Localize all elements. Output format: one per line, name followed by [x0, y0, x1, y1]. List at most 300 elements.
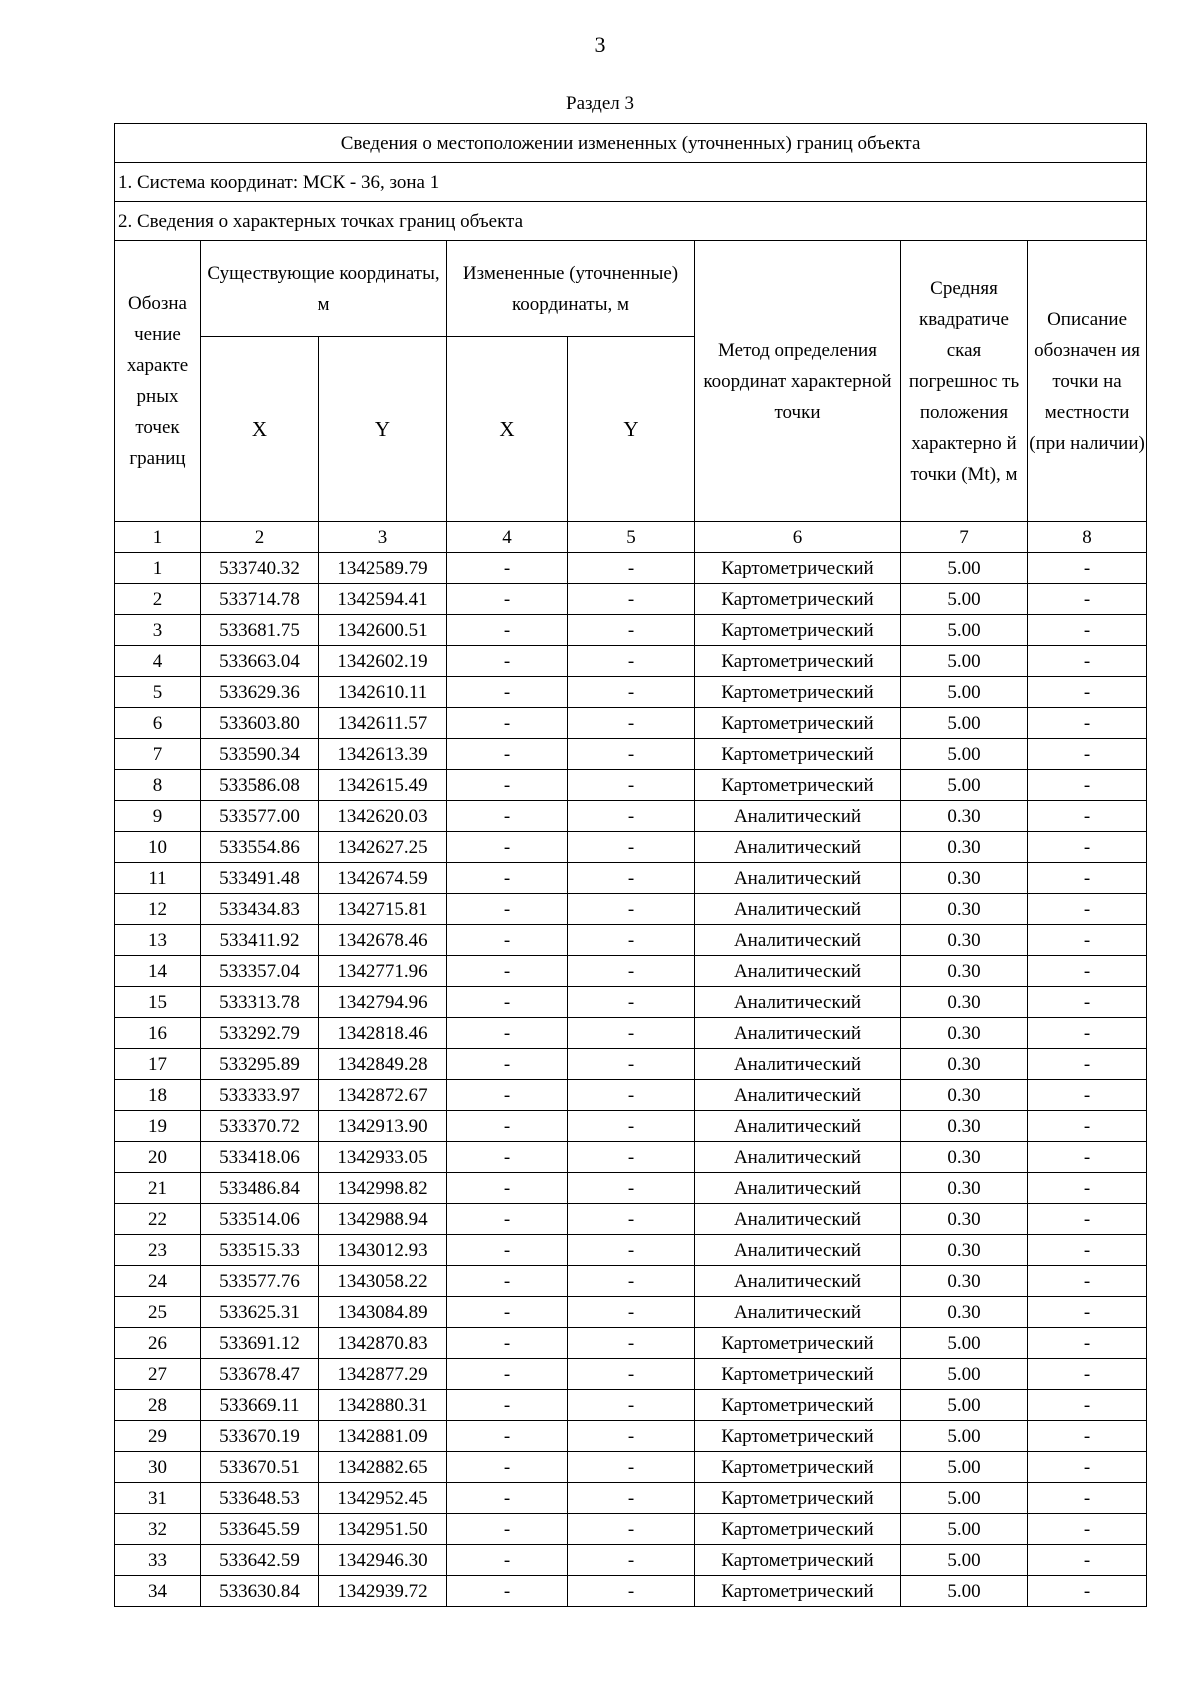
changed-x-cell: -: [447, 739, 568, 770]
changed-x-cell: -: [447, 646, 568, 677]
existing-y-cell: 1342951.50: [319, 1514, 447, 1545]
changed-y-cell: -: [568, 1328, 695, 1359]
point-description-cell: -: [1028, 894, 1147, 925]
point-id-cell: 3: [115, 615, 201, 646]
existing-x-cell: 533648.53: [201, 1483, 319, 1514]
method-cell: Картометрический: [695, 708, 901, 739]
header-existing-y: Y: [319, 337, 447, 522]
point-description-cell: -: [1028, 1452, 1147, 1483]
mean-error-cell: 0.30: [901, 1297, 1028, 1328]
changed-x-cell: -: [447, 553, 568, 584]
mean-error-cell: 0.30: [901, 956, 1028, 987]
point-id-cell: 17: [115, 1049, 201, 1080]
column-number: 7: [901, 522, 1028, 553]
mean-error-cell: 5.00: [901, 1390, 1028, 1421]
changed-y-cell: -: [568, 1545, 695, 1576]
table-row: [115, 1545, 1147, 1576]
changed-y-cell: -: [568, 1483, 695, 1514]
changed-x-cell: -: [447, 956, 568, 987]
changed-x-cell: -: [447, 1514, 568, 1545]
existing-y-cell: 1342952.45: [319, 1483, 447, 1514]
table-row: [115, 646, 1147, 677]
point-description-cell: -: [1028, 1483, 1147, 1514]
changed-y-cell: -: [568, 1111, 695, 1142]
existing-x-cell: 533434.83: [201, 894, 319, 925]
header-designation: Обозна чение характе рных точек границ: [115, 241, 201, 522]
existing-y-cell: 1342611.57: [319, 708, 447, 739]
point-description-cell: -: [1028, 1266, 1147, 1297]
mean-error-cell: 5.00: [901, 1328, 1028, 1359]
point-description-cell: -: [1028, 1514, 1147, 1545]
method-cell: Картометрический: [695, 1421, 901, 1452]
mean-error-cell: 5.00: [901, 553, 1028, 584]
existing-y-cell: 1342620.03: [319, 801, 447, 832]
point-id-cell: 21: [115, 1173, 201, 1204]
point-id-cell: 30: [115, 1452, 201, 1483]
mean-error-cell: 0.30: [901, 1049, 1028, 1080]
method-cell: Картометрический: [695, 553, 901, 584]
changed-y-cell: -: [568, 801, 695, 832]
table-row: [115, 1452, 1147, 1483]
changed-y-cell: -: [568, 1235, 695, 1266]
existing-x-cell: 533669.11: [201, 1390, 319, 1421]
existing-x-cell: 533678.47: [201, 1359, 319, 1390]
changed-x-cell: -: [447, 1111, 568, 1142]
existing-x-cell: 533586.08: [201, 770, 319, 801]
existing-y-cell: 1342881.09: [319, 1421, 447, 1452]
changed-y-cell: -: [568, 646, 695, 677]
existing-y-cell: 1343084.89: [319, 1297, 447, 1328]
existing-x-cell: 533491.48: [201, 863, 319, 894]
changed-x-cell: -: [447, 708, 568, 739]
table-row: [115, 894, 1147, 925]
mean-error-cell: 0.30: [901, 1142, 1028, 1173]
method-cell: Аналитический: [695, 801, 901, 832]
method-cell: Картометрический: [695, 646, 901, 677]
table-row: [115, 615, 1147, 646]
table-row: [115, 863, 1147, 894]
mean-error-cell: 5.00: [901, 584, 1028, 615]
header-changed-y: Y: [568, 337, 695, 522]
point-description-cell: -: [1028, 1080, 1147, 1111]
point-description-cell: -: [1028, 1359, 1147, 1390]
changed-x-cell: -: [447, 1452, 568, 1483]
table-row: [115, 1576, 1147, 1607]
column-number: 4: [447, 522, 568, 553]
mean-error-cell: 0.30: [901, 832, 1028, 863]
method-cell: Аналитический: [695, 894, 901, 925]
mean-error-cell: 5.00: [901, 739, 1028, 770]
method-cell: Картометрический: [695, 1576, 901, 1607]
point-id-cell: 2: [115, 584, 201, 615]
table-row: [115, 1049, 1147, 1080]
point-id-cell: 5: [115, 677, 201, 708]
point-description-cell: -: [1028, 739, 1147, 770]
changed-x-cell: -: [447, 615, 568, 646]
mean-error-cell: 0.30: [901, 1080, 1028, 1111]
changed-x-cell: -: [447, 925, 568, 956]
existing-x-cell: 533515.33: [201, 1235, 319, 1266]
changed-y-cell: -: [568, 1297, 695, 1328]
mean-error-cell: 5.00: [901, 1576, 1028, 1607]
method-cell: Аналитический: [695, 1266, 901, 1297]
point-description-cell: -: [1028, 1390, 1147, 1421]
mean-error-cell: 5.00: [901, 677, 1028, 708]
point-description-cell: -: [1028, 1204, 1147, 1235]
method-cell: Аналитический: [695, 832, 901, 863]
existing-x-cell: 533357.04: [201, 956, 319, 987]
point-id-cell: 28: [115, 1390, 201, 1421]
method-cell: Картометрический: [695, 1328, 901, 1359]
changed-y-cell: -: [568, 1173, 695, 1204]
mean-error-cell: 0.30: [901, 1173, 1028, 1204]
header-existing-x: X: [201, 337, 319, 522]
header-description: Описание обозначен ия точки на местности (при наличии): [1028, 241, 1147, 522]
table-row: [115, 1018, 1147, 1049]
point-description-cell: -: [1028, 832, 1147, 863]
existing-x-cell: 533370.72: [201, 1111, 319, 1142]
changed-x-cell: -: [447, 1173, 568, 1204]
point-id-cell: 12: [115, 894, 201, 925]
boundary-points-table: [114, 123, 1147, 1607]
point-id-cell: 23: [115, 1235, 201, 1266]
changed-x-cell: -: [447, 1545, 568, 1576]
point-id-cell: 1: [115, 553, 201, 584]
table-row: [115, 1173, 1147, 1204]
changed-x-cell: -: [447, 1359, 568, 1390]
changed-y-cell: -: [568, 832, 695, 863]
method-cell: Картометрический: [695, 1483, 901, 1514]
existing-x-cell: 533630.84: [201, 1576, 319, 1607]
changed-x-cell: -: [447, 1483, 568, 1514]
existing-x-cell: 533486.84: [201, 1173, 319, 1204]
existing-y-cell: 1342988.94: [319, 1204, 447, 1235]
changed-x-cell: -: [447, 770, 568, 801]
existing-y-cell: 1342627.25: [319, 832, 447, 863]
mean-error-cell: 5.00: [901, 770, 1028, 801]
method-cell: Аналитический: [695, 925, 901, 956]
changed-y-cell: -: [568, 863, 695, 894]
changed-y-cell: -: [568, 584, 695, 615]
existing-y-cell: 1342998.82: [319, 1173, 447, 1204]
mean-error-cell: 5.00: [901, 1514, 1028, 1545]
existing-y-cell: 1342615.49: [319, 770, 447, 801]
changed-y-cell: -: [568, 1514, 695, 1545]
changed-x-cell: -: [447, 1204, 568, 1235]
existing-y-cell: 1342880.31: [319, 1390, 447, 1421]
mean-error-cell: 0.30: [901, 1235, 1028, 1266]
table-row: [115, 1297, 1147, 1328]
changed-x-cell: -: [447, 1018, 568, 1049]
table-row: [115, 1390, 1147, 1421]
changed-y-cell: -: [568, 1080, 695, 1111]
existing-x-cell: 533577.00: [201, 801, 319, 832]
header-existing-coords: Существующие координаты, м: [201, 241, 447, 337]
point-description-cell: -: [1028, 708, 1147, 739]
existing-x-cell: 533554.86: [201, 832, 319, 863]
point-description-cell: -: [1028, 1235, 1147, 1266]
method-cell: Аналитический: [695, 956, 901, 987]
method-cell: Картометрический: [695, 584, 901, 615]
changed-y-cell: -: [568, 1049, 695, 1080]
point-description-cell: -: [1028, 677, 1147, 708]
changed-x-cell: -: [447, 1235, 568, 1266]
table-row: [115, 1080, 1147, 1111]
table-row: [115, 770, 1147, 801]
existing-y-cell: 1342849.28: [319, 1049, 447, 1080]
existing-x-cell: 533295.89: [201, 1049, 319, 1080]
mean-error-cell: 5.00: [901, 1483, 1028, 1514]
section-title: Раздел 3: [566, 93, 634, 114]
existing-x-cell: 533691.12: [201, 1328, 319, 1359]
existing-x-cell: 533577.76: [201, 1266, 319, 1297]
changed-y-cell: -: [568, 1018, 695, 1049]
existing-x-cell: 533411.92: [201, 925, 319, 956]
coordinate-system: 1. Система координат: МСК - 36, зона 1: [115, 163, 1147, 202]
changed-y-cell: -: [568, 1576, 695, 1607]
mean-error-cell: 0.30: [901, 1204, 1028, 1235]
point-id-cell: 4: [115, 646, 201, 677]
column-number: 6: [695, 522, 901, 553]
changed-x-cell: -: [447, 832, 568, 863]
existing-y-cell: 1342913.90: [319, 1111, 447, 1142]
existing-x-cell: 533670.51: [201, 1452, 319, 1483]
table-row: [115, 1235, 1147, 1266]
changed-y-cell: -: [568, 739, 695, 770]
mean-error-cell: 5.00: [901, 1545, 1028, 1576]
mean-error-cell: 0.30: [901, 894, 1028, 925]
table-row: [115, 1359, 1147, 1390]
method-cell: Картометрический: [695, 1545, 901, 1576]
point-id-cell: 19: [115, 1111, 201, 1142]
existing-x-cell: 533714.78: [201, 584, 319, 615]
point-id-cell: 22: [115, 1204, 201, 1235]
changed-x-cell: -: [447, 1142, 568, 1173]
existing-y-cell: 1342870.83: [319, 1328, 447, 1359]
column-number: 3: [319, 522, 447, 553]
mean-error-cell: 0.30: [901, 1111, 1028, 1142]
point-description-cell: -: [1028, 770, 1147, 801]
method-cell: Аналитический: [695, 1049, 901, 1080]
method-cell: Аналитический: [695, 1018, 901, 1049]
point-id-cell: 16: [115, 1018, 201, 1049]
point-id-cell: 7: [115, 739, 201, 770]
point-description-cell: -: [1028, 1297, 1147, 1328]
existing-x-cell: 533603.80: [201, 708, 319, 739]
table-row: [115, 987, 1147, 1018]
existing-x-cell: 533681.75: [201, 615, 319, 646]
mean-error-cell: 0.30: [901, 987, 1028, 1018]
changed-y-cell: -: [568, 987, 695, 1018]
header-changed-coords: Измененные (уточненные) координаты, м: [447, 241, 695, 337]
point-description-cell: -: [1028, 1111, 1147, 1142]
method-cell: Картометрический: [695, 677, 901, 708]
point-description-cell: -: [1028, 1173, 1147, 1204]
point-description-cell: -: [1028, 553, 1147, 584]
existing-x-cell: 533333.97: [201, 1080, 319, 1111]
existing-x-cell: 533514.06: [201, 1204, 319, 1235]
changed-x-cell: -: [447, 677, 568, 708]
existing-y-cell: 1342678.46: [319, 925, 447, 956]
changed-x-cell: -: [447, 1080, 568, 1111]
column-number-row: [115, 522, 1147, 553]
table-row: [115, 553, 1147, 584]
existing-y-cell: 1342794.96: [319, 987, 447, 1018]
points-heading: 2. Сведения о характерных точках границ объекта: [115, 202, 1147, 241]
changed-y-cell: -: [568, 925, 695, 956]
changed-x-cell: -: [447, 1049, 568, 1080]
changed-x-cell: -: [447, 1328, 568, 1359]
method-cell: Картометрический: [695, 1514, 901, 1545]
point-description-cell: -: [1028, 646, 1147, 677]
method-cell: Аналитический: [695, 1142, 901, 1173]
changed-x-cell: -: [447, 863, 568, 894]
table-row: [115, 925, 1147, 956]
existing-y-cell: 1342946.30: [319, 1545, 447, 1576]
column-number: 8: [1028, 522, 1147, 553]
changed-y-cell: -: [568, 894, 695, 925]
point-id-cell: 15: [115, 987, 201, 1018]
point-description-cell: -: [1028, 1142, 1147, 1173]
column-number: 1: [115, 522, 201, 553]
existing-y-cell: 1342674.59: [319, 863, 447, 894]
point-description-cell: -: [1028, 1049, 1147, 1080]
changed-y-cell: -: [568, 708, 695, 739]
page-number: 3: [594, 32, 606, 57]
existing-x-cell: 533645.59: [201, 1514, 319, 1545]
existing-x-cell: 533418.06: [201, 1142, 319, 1173]
table-row: [115, 1142, 1147, 1173]
changed-y-cell: -: [568, 1142, 695, 1173]
point-id-cell: 14: [115, 956, 201, 987]
method-cell: Картометрический: [695, 1359, 901, 1390]
point-id-cell: 11: [115, 863, 201, 894]
changed-x-cell: -: [447, 801, 568, 832]
existing-y-cell: 1342771.96: [319, 956, 447, 987]
header-method: Метод определения координат характерной точки: [695, 241, 901, 522]
existing-y-cell: 1342818.46: [319, 1018, 447, 1049]
existing-x-cell: 533313.78: [201, 987, 319, 1018]
column-number: 2: [201, 522, 319, 553]
point-description-cell: -: [1028, 615, 1147, 646]
changed-x-cell: -: [447, 1421, 568, 1452]
table-row: [115, 801, 1147, 832]
existing-x-cell: 533292.79: [201, 1018, 319, 1049]
changed-x-cell: -: [447, 1297, 568, 1328]
changed-x-cell: -: [447, 584, 568, 615]
mean-error-cell: 0.30: [901, 863, 1028, 894]
changed-x-cell: -: [447, 1576, 568, 1607]
changed-y-cell: -: [568, 770, 695, 801]
existing-y-cell: 1342594.41: [319, 584, 447, 615]
point-id-cell: 6: [115, 708, 201, 739]
point-id-cell: 25: [115, 1297, 201, 1328]
method-cell: Картометрический: [695, 1452, 901, 1483]
changed-y-cell: -: [568, 1204, 695, 1235]
existing-y-cell: 1342589.79: [319, 553, 447, 584]
point-id-cell: 20: [115, 1142, 201, 1173]
point-description-cell: -: [1028, 987, 1147, 1018]
changed-y-cell: -: [568, 1421, 695, 1452]
point-id-cell: 13: [115, 925, 201, 956]
existing-y-cell: 1342715.81: [319, 894, 447, 925]
point-description-cell: -: [1028, 1018, 1147, 1049]
point-id-cell: 26: [115, 1328, 201, 1359]
point-description-cell: -: [1028, 1421, 1147, 1452]
method-cell: Аналитический: [695, 1297, 901, 1328]
point-id-cell: 10: [115, 832, 201, 863]
header-changed-x: X: [447, 337, 568, 522]
mean-error-cell: 5.00: [901, 1421, 1028, 1452]
point-id-cell: 33: [115, 1545, 201, 1576]
table-row: [115, 1204, 1147, 1235]
changed-y-cell: -: [568, 956, 695, 987]
point-description-cell: -: [1028, 956, 1147, 987]
point-description-cell: -: [1028, 925, 1147, 956]
mean-error-cell: 5.00: [901, 646, 1028, 677]
mean-error-cell: 5.00: [901, 708, 1028, 739]
mean-error-cell: 0.30: [901, 1018, 1028, 1049]
changed-y-cell: -: [568, 615, 695, 646]
table-row: [115, 956, 1147, 987]
method-cell: Аналитический: [695, 1204, 901, 1235]
existing-x-cell: 533670.19: [201, 1421, 319, 1452]
existing-y-cell: 1342939.72: [319, 1576, 447, 1607]
method-cell: Аналитический: [695, 987, 901, 1018]
existing-y-cell: 1342872.67: [319, 1080, 447, 1111]
existing-x-cell: 533642.59: [201, 1545, 319, 1576]
existing-y-cell: 1342882.65: [319, 1452, 447, 1483]
point-id-cell: 32: [115, 1514, 201, 1545]
existing-x-cell: 533629.36: [201, 677, 319, 708]
method-cell: Аналитический: [695, 1235, 901, 1266]
point-description-cell: -: [1028, 801, 1147, 832]
table-row: [115, 1328, 1147, 1359]
table-row: [115, 832, 1147, 863]
existing-y-cell: 1342600.51: [319, 615, 447, 646]
changed-x-cell: -: [447, 1390, 568, 1421]
changed-y-cell: -: [568, 1452, 695, 1483]
mean-error-cell: 0.30: [901, 801, 1028, 832]
existing-y-cell: 1342602.19: [319, 646, 447, 677]
changed-y-cell: -: [568, 1266, 695, 1297]
header-error: Средняя квадратиче ская погрешнос ть положения характерно й точки (Mt), м: [901, 241, 1028, 522]
method-cell: Аналитический: [695, 1173, 901, 1204]
existing-y-cell: 1342610.11: [319, 677, 447, 708]
table-row: [115, 739, 1147, 770]
changed-y-cell: -: [568, 1359, 695, 1390]
table-row: [115, 1514, 1147, 1545]
table-row: [115, 1266, 1147, 1297]
existing-x-cell: 533625.31: [201, 1297, 319, 1328]
point-id-cell: 8: [115, 770, 201, 801]
point-description-cell: -: [1028, 1328, 1147, 1359]
changed-x-cell: -: [447, 1266, 568, 1297]
method-cell: Картометрический: [695, 739, 901, 770]
point-description-cell: -: [1028, 1576, 1147, 1607]
point-id-cell: 31: [115, 1483, 201, 1514]
method-cell: Картометрический: [695, 615, 901, 646]
table-title: Сведения о местоположении измененных (уточненных) границ объекта: [115, 124, 1147, 163]
method-cell: Аналитический: [695, 1080, 901, 1111]
mean-error-cell: 5.00: [901, 615, 1028, 646]
mean-error-cell: 0.30: [901, 925, 1028, 956]
changed-y-cell: -: [568, 677, 695, 708]
point-id-cell: 34: [115, 1576, 201, 1607]
existing-x-cell: 533663.04: [201, 646, 319, 677]
changed-x-cell: -: [447, 894, 568, 925]
point-description-cell: -: [1028, 1545, 1147, 1576]
